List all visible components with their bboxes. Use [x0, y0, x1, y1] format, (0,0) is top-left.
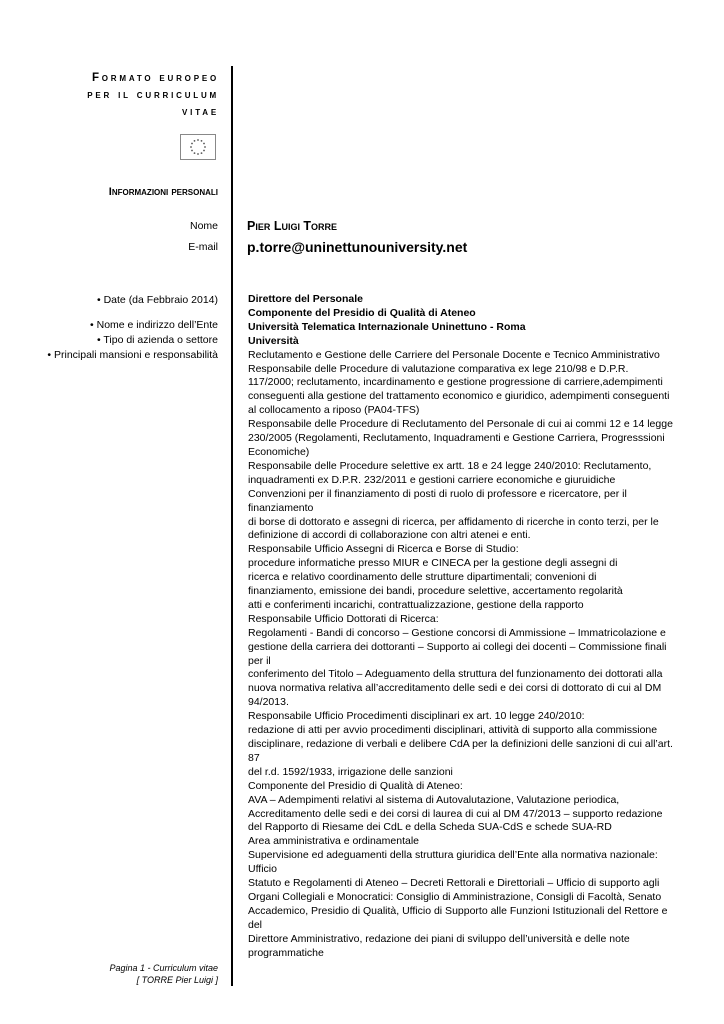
footer-owner: [ TORRE Pier Luigi ]: [136, 975, 218, 985]
document-title: [0, 70, 219, 121]
text-line: Regolamenti - Bandi di concorso – Gestione concorsi di Ammissione – Immatricolazione e: [248, 626, 666, 639]
text-line: conseguenti alla gestione del trattamento economico e giuridico, adempimenti conseguenti: [248, 390, 670, 403]
text-line: definizione di accordi di collaborazione con altri atenei e enti.: [248, 529, 531, 542]
text-line: Reclutamento e Gestione delle Carriere del Personale Docente e Tecnico Amministrativo: [248, 348, 660, 361]
text-line: redazione di atti per avvio procedimenti disciplinari, attività di supporto alla commissione: [248, 724, 658, 737]
text-line: Economiche): [248, 445, 310, 458]
vertical-divider: [231, 66, 233, 986]
text-line: 230/2005 (Regolamenti, Reclutamento, Inquadramenti e Gestione Carriera, Progresssioni: [248, 432, 665, 445]
text-line: del Rapporto di Riesame dei CdL e della Scheda SUA-CdS e schede SUA-RD: [248, 821, 612, 834]
title-line-3: vitae: [182, 106, 219, 118]
text-line: programmatiche: [248, 946, 324, 959]
text-line: inquadramenti ex D.P.R. 232/2011 e gestioni carriere economiche e giuruidiche: [248, 473, 616, 486]
title-line-2: per il curriculum: [87, 89, 219, 101]
job-role: Componente del Presidio di Qualità di Ateneo: [248, 306, 476, 319]
text-line: Accreditamento delle sedi e dei corsi di laurea di cui al DM 47/2013 – supporto redazione: [248, 807, 663, 820]
text-line: di borse di dottorato e assegni di ricerca, per affidamento di ricerche in conto terzi, per le: [248, 515, 659, 528]
name-label: Nome: [189, 220, 218, 232]
text-line: Supervisione ed adeguamenti della struttura giuridica dell’Ente alla normativa nazionale: Ufficio: [248, 849, 658, 876]
footer-page: Pagina 1 - Curriculum vitae: [109, 963, 218, 973]
text-line: Direttore Amministrativo, redazione dei piani di sviluppo dell’università e delle note: [248, 932, 630, 945]
eu-flag-icon: [180, 134, 216, 160]
text-line: al collocamento a riposo (PA04-TFS): [248, 404, 420, 417]
email-value: p.torre@uninettunouniversity.net: [247, 239, 468, 255]
text-line: Organi Collegiali e Monocratici: Consiglio di Amministrazione, Consigli di Facoltà, Senato: [248, 890, 662, 903]
label-responsibilities: • Principali mansioni e responsabilità: [47, 349, 218, 361]
sector: Università: [248, 334, 299, 347]
experience-labels: [47, 293, 218, 363]
label-dates: • Date (da Febbraio 2014): [97, 294, 218, 306]
label-employer: • Nome e indirizzo dell’Ente: [90, 319, 218, 331]
text-line: procedure informatiche presso MIUR e CINECA per la gestione degli assegni di: [248, 557, 618, 570]
text-line: Responsabile Ufficio Procedimenti disciplinari ex art. 10 legge 240/2010:: [248, 710, 585, 723]
text-line: del r.d. 1592/1933, irrigazione delle sanzioni: [248, 765, 453, 778]
page-footer: [109, 962, 218, 986]
email-label: E-mail: [188, 241, 218, 253]
text-line: Responsabile delle Procedure di Reclutamento del Personale di cui ai commi 12 e 14 legge: [248, 418, 673, 431]
text-line: atti e conferimenti incarichi, contrattualizzazione, gestione della rapporto: [248, 598, 584, 611]
text-line: 117/2000; reclutamento, incardinamento e gestione progressione di carriere,adempimenti: [248, 376, 663, 389]
text-line: ricerca e relativo coordinamento delle strutture dipartimentali; convenioni di: [248, 571, 597, 584]
text-line: finanziamento, emissione dei bandi, procedure selettive, accertamento regolarità: [248, 585, 623, 598]
text-line: Statuto e Regolamenti di Ateneo – Decreti Rettorali e Direttoriali – Ufficio di supporto agli: [248, 877, 660, 890]
text-line: nuova normativa relativa all’accreditamento delle sedi e dei corsi di dottorato di cui al DM: [248, 682, 662, 695]
text-line: AVA – Adempimenti relativi al sistema di Autovalutazione, Valutazione periodica,: [248, 793, 620, 806]
text-line: Responsabile Ufficio Assegni di Ricerca e Borse di Studio:: [248, 543, 519, 556]
text-line: Responsabile Ufficio Dottorati di Ricerca:: [248, 612, 439, 625]
section-title-personal: Informazioni personali: [108, 186, 218, 198]
text-line: Responsabile delle Procedure selettive ex artt. 18 e 24 legge 240/2010: Reclutamento,: [248, 459, 652, 472]
text-line: Accademico, Presidio di Qualità, Ufficio di Supporto alle Funzioni Istituzionali del Rettore e del: [248, 904, 668, 931]
text-line: Componente del Presidio di Qualità di Ateneo:: [248, 779, 463, 792]
text-line: disciplinare, redazione di verbali e delibere CdA per la definizioni delle sanzioni di cui all’art. 87: [248, 738, 673, 764]
text-line: conferimento del Titolo – Adeguamento della struttura del funzionamento dei dottorati alla: [248, 668, 663, 681]
name-value: Pier Luigi Torre: [247, 219, 338, 233]
title-line-1: Formato europeo: [91, 72, 219, 84]
job-title: Direttore del Personale: [248, 293, 363, 305]
text-line: Area amministrativa e ordinamentale: [248, 835, 419, 848]
label-sector: • Tipo di azienda o settore: [96, 334, 218, 346]
text-line: Convenzioni per il finanziamento di posti di ruolo di professore e ricercatore, per il finanziamento: [248, 487, 627, 514]
text-line: Responsabile delle Procedure di valutazione comparativa ex lege 210/98 e D.P.R.: [248, 362, 629, 375]
experience-content: [248, 293, 680, 961]
text-line: gestione della carriera dei dottoranti – Supporto ai collegi dei docenti – Commissione finali per il: [248, 640, 667, 667]
employer-name: Università Telematica Internazionale Uninettuno - Roma: [248, 320, 526, 333]
text-line: 94/2013.: [248, 696, 289, 709]
